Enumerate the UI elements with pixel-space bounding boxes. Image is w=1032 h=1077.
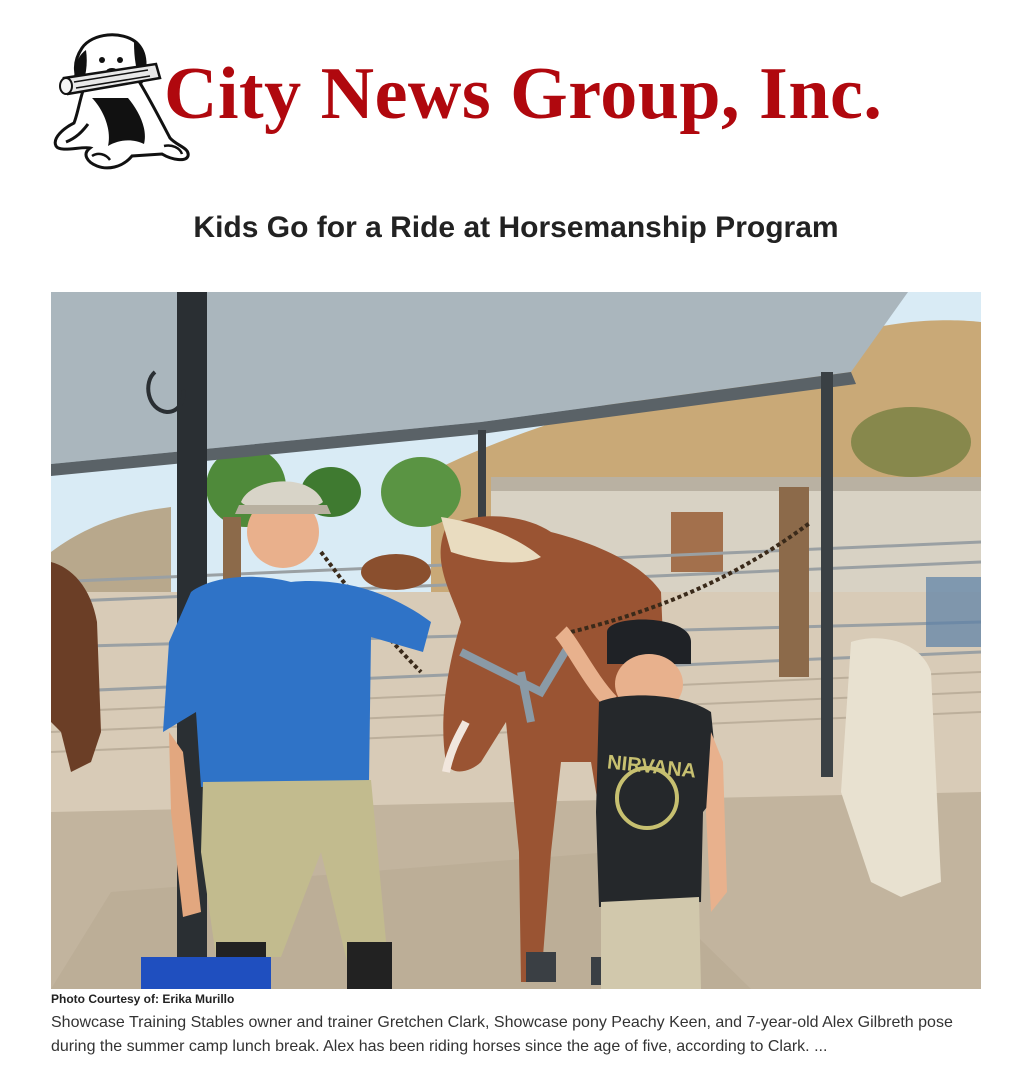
- article-headline: Kids Go for a Ride at Horsemanship Program: [193, 211, 839, 244]
- photo-caption: Showcase Training Stables owner and trainer Gretchen Clark, Showcase pony Peachy Keen, and 7-year-old Alex Gilbreth pose during the summer camp lunch break. Alex has been riding horses since the age of five, according to Clark. ...: [51, 1014, 953, 1055]
- brand-name: City News Group, Inc.: [164, 53, 883, 135]
- photo-illustration: [51, 292, 981, 989]
- photo-credit: Photo Courtesy of: Erika Murillo: [51, 992, 235, 1006]
- masthead: [52, 28, 982, 173]
- shirt-print-text: NIRVANA: [606, 751, 698, 783]
- article-photo: [51, 292, 981, 989]
